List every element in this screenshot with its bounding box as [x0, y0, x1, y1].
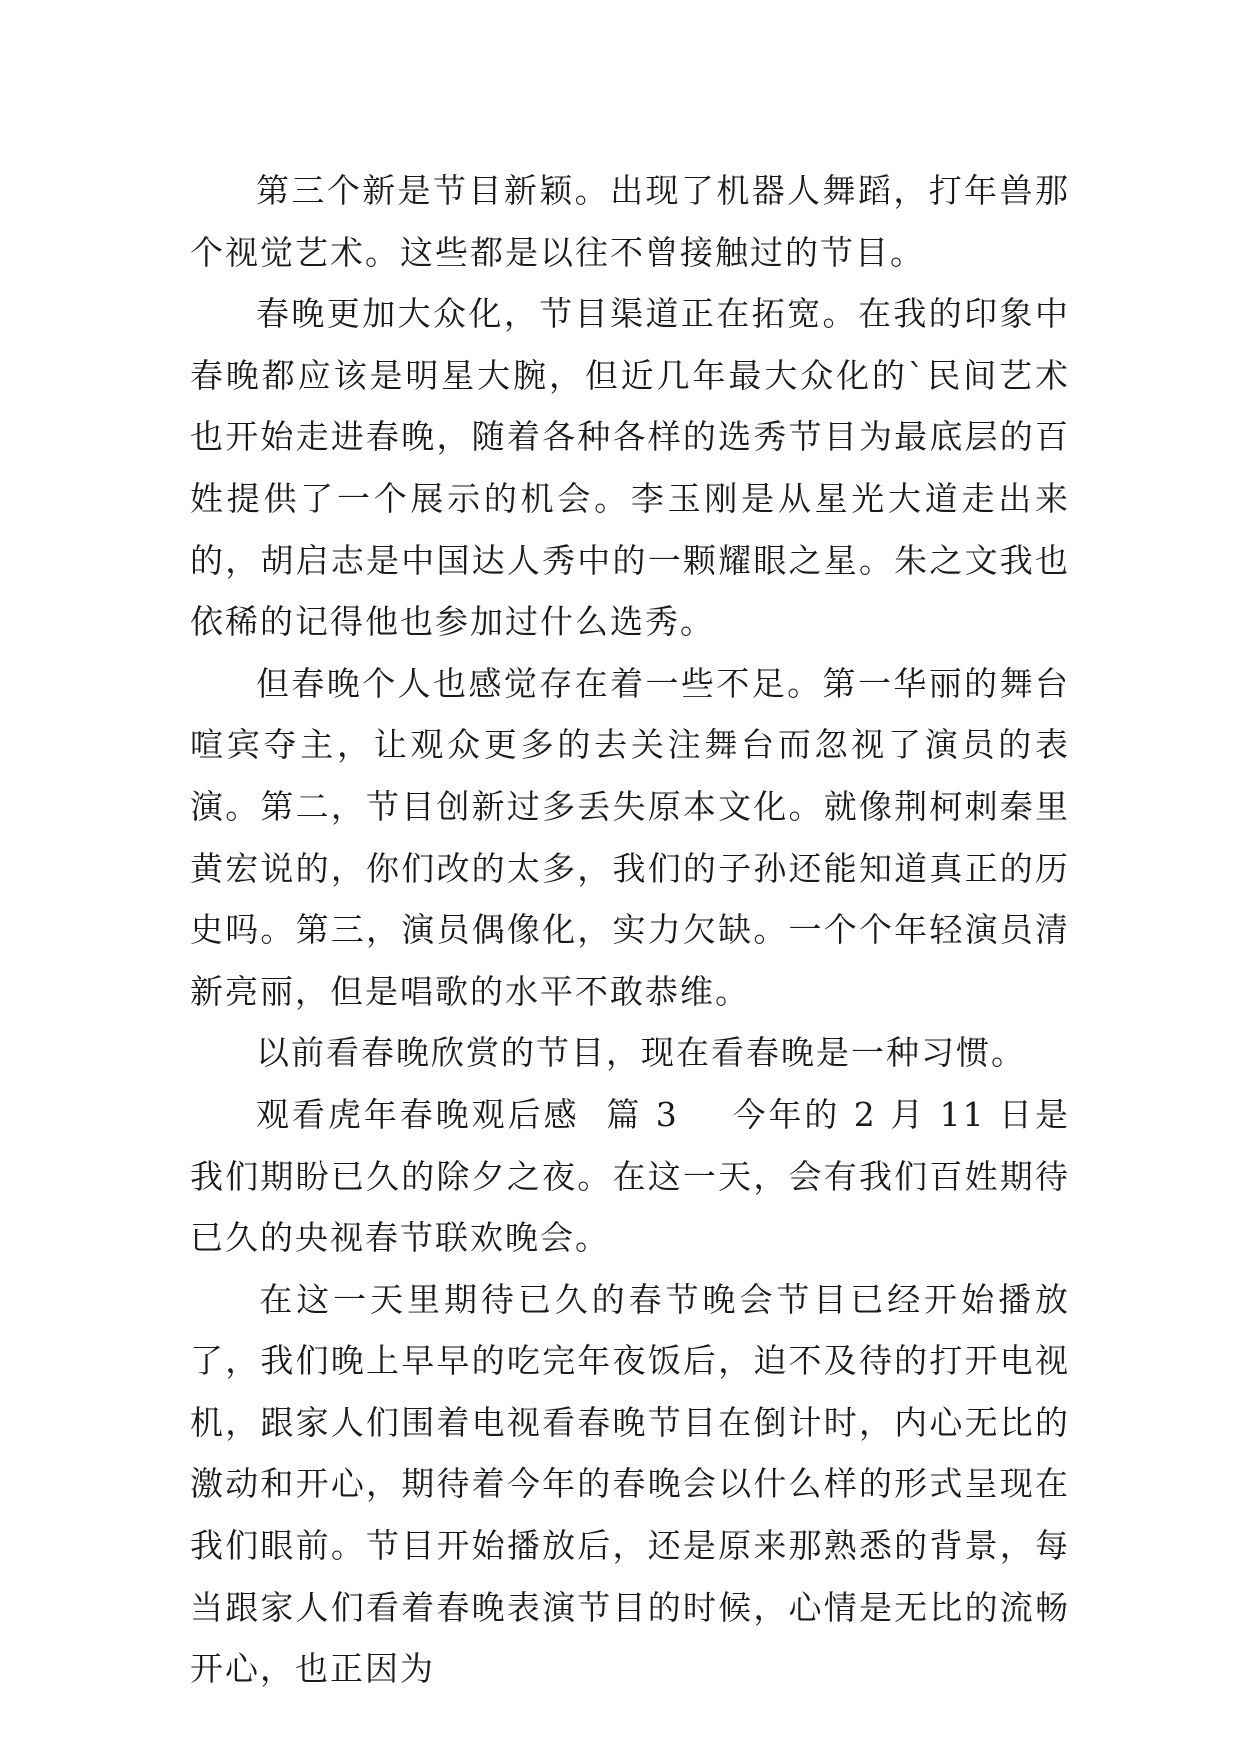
paragraph-1: 第三个新是节目新颖。出现了机器人舞蹈，打年兽那个视觉艺术。这些都是以往不曾接触过的节目。	[190, 171, 1070, 272]
paragraph-3: 但春晚个人也感觉存在着一些不足。第一华丽的舞台喧宾夺主，让观众更多的去关注舞台而忽视了演员的表演。第二，节目创新过多丢失原本文化。就像荆柯刺秦里黄宏说的，你们改的太多，我们的子孙还能知道真正的历史吗。第三，演员偶像化，实力欠缺。一个个年轻演员清新亮丽，但是唱歌的水平不敢恭维。	[190, 663, 1070, 1011]
paragraph-5-section-heading: 观看虎年春晚观后感 篇 3 今年的 2 月 11 日是我们期盼已久的除夕之夜。在这一天，会有我们百姓期待已久的央视春节联欢晚会。	[190, 1094, 1070, 1258]
paragraph-4: 以前看春晚欣赏的节目，现在看春晚是一种习惯。	[256, 1033, 1026, 1073]
document-body	[190, 160, 1070, 1700]
paragraph-6: 在这一天里期待已久的春节晚会节目已经开始播放了，我们晚上早早的吃完年夜饭后，迫不及待的打开电视机，跟家人们围着电视看春晚节目在倒计时，内心无比的激动和开心，期待着今年的春晚会以什么样的形式呈现在我们眼前。节目开始播放后，还是原来那熟悉的背景，每当跟家人们看着春晚表演节目的时候，心情是无比的流畅开心，也正因为	[190, 1279, 1070, 1689]
paragraph-2: 春晚更加大众化，节目渠道正在拓宽。在我的印象中春晚都应该是明星大腕，但近几年最大众化的`民间艺术也开始走进春晚，随着各种各样的选秀节目为最底层的百姓提供了一个展示的机会。李玉刚是从星光大道走出来的，胡启志是中国达人秀中的一颗耀眼之星。朱之文我也依稀的记得他也参加过什么选秀。	[190, 294, 1070, 642]
